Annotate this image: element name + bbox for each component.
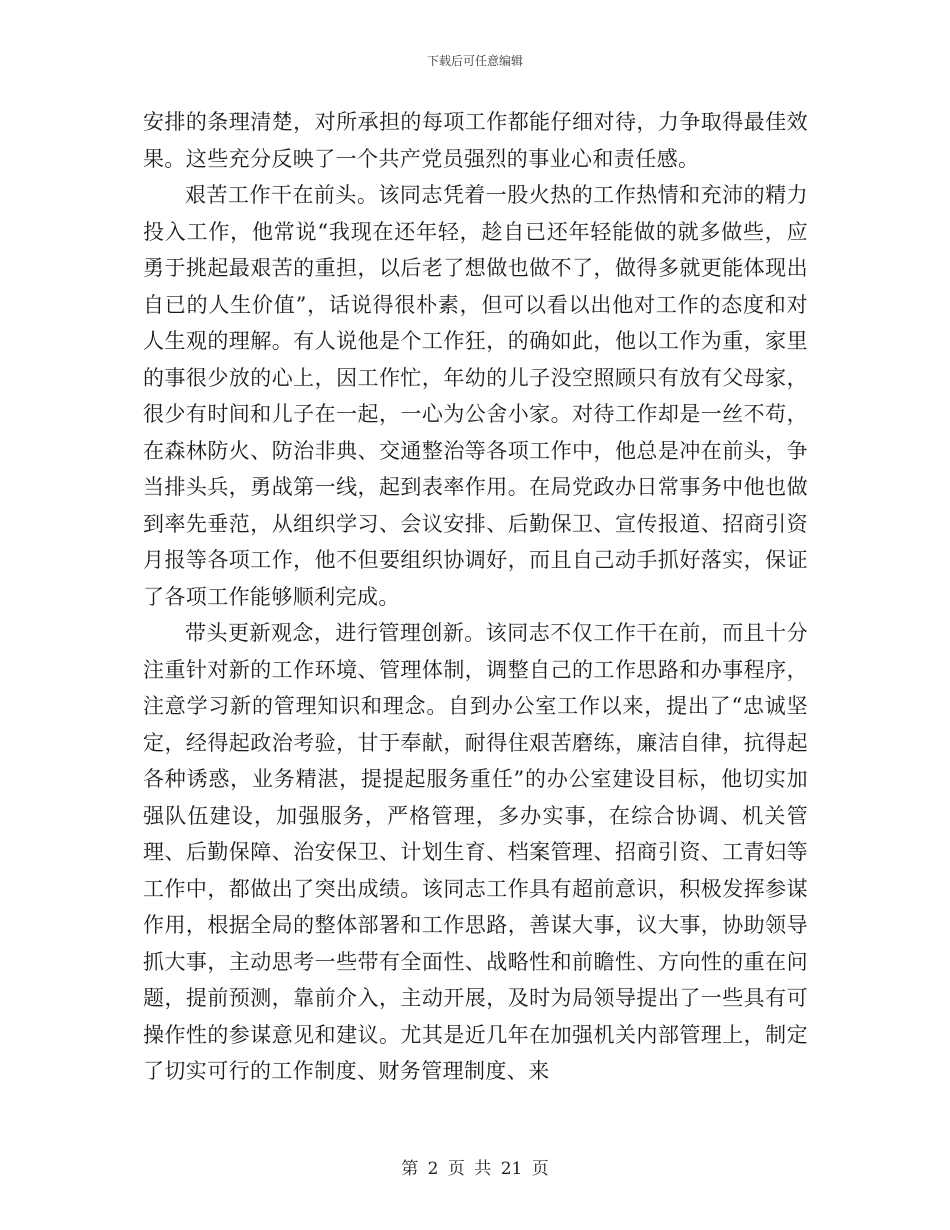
paragraph-3: 带头更新观念，进行管理创新。该同志不仅工作干在前，而且十分注重针对新的工作环境、管理体制，调整自己的工作思路和办事程序，注意学习新的管理知识和理念。自到办公室工作以来，提出了“忠诚坚定，经得起政治考验，甘于奉献，耐得住艰苦磨练，廉洁自律，抗得起各种诱惑，业务精湛，提提起服务重任”的办公室建设目标，他切实加强队伍建设，加强服务，严格管理，多办实事，在综合协调、机关管理、后勤保障、治安保卫、计划生育、档案管理、招商引资、工青妇等工作中，都做出了突出成绩。该同志工作具有超前意识，积极发挥参谋作用，根据全局的整体部署和工作思路，善谋大事，议大事，协助领导抓大事，主动思考一些带有全面性、战略性和前瞻性、方向性的重在问题，提前预测，靠前介入，主动开展，及时为局领导提出了一些具有可操作性的参谋意见和建议。尤其是近几年在加强机关内部管理上，制定了切实可行的工作制度、财务管理制度、来 bbox=[143, 621, 808, 1083]
document-body bbox=[143, 104, 808, 1090]
page-header: 下载后可任意编辑 bbox=[426, 54, 523, 68]
paragraph-1: 安排的条理清楚，对所承担的每项工作都能仔细对待，力争取得最佳效果。这些充分反映了一个共产党员强烈的事业心和责任感。 bbox=[143, 110, 808, 171]
page-footer: 第 2 页 共 21 页 bbox=[401, 1159, 549, 1179]
paragraph-2: 艰苦工作干在前头。该同志凭着一股火热的工作热情和充沛的精力投入工作，他常说“我现在还年轻，趁自已还年轻能做的就多做些，应勇于挑起最艰苦的重担，以后老了想做也做不了，做得多就更能体现出自已的人生价值”，话说得很朴素，但可以看以出他对工作的态度和对人生观的理解。有人说他是个工作狂，的确如此，他以工作为重，家里的事很少放的心上，因工作忙，年幼的儿子没空照顾只有放有父母家，很少有时间和儿子在一起，一心为公舍小家。对待工作却是一丝不苟，在森林防火、防治非典、交通整治等各项工作中，他总是冲在前头，争当排头兵，勇战第一线，起到表率作用。在局党政办日常事务中他也做到率先垂范，从组织学习、会议安排、后勤保卫、宣传报道、招商引资月报等各项工作，他不但要组织协调好，而且自己动手抓好落实，保证了各项工作能够顺利完成。 bbox=[143, 183, 808, 609]
